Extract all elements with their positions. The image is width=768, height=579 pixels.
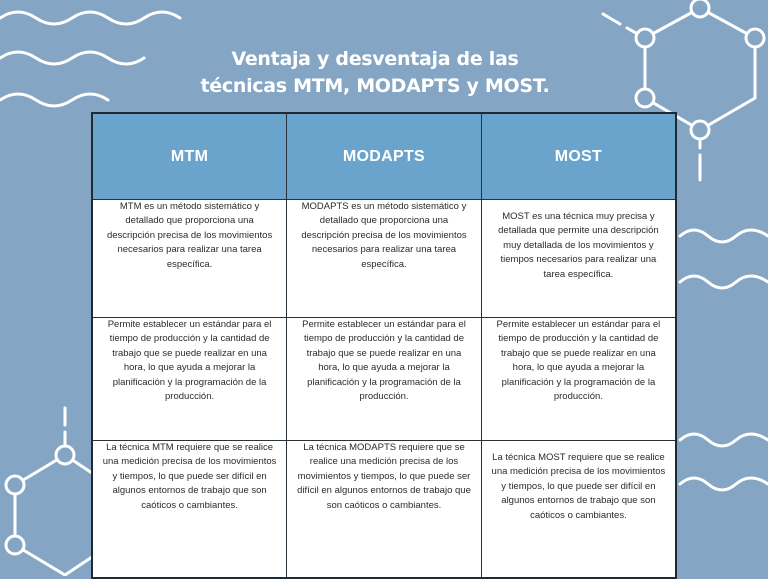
title-line-1: Ventaja y desventaja de las [231, 48, 519, 70]
table-cell: MODAPTS es un método sistemático y detallado que proporciona una descripción precisa de los movimientos necesarios para realizar una tarea específica. [287, 200, 482, 318]
header-most: MOST [481, 113, 676, 200]
table-cell: La técnica MODAPTS requiere que se realice una medición precisa de los movimientos y tiempos, lo que puede ser difícil en algunos entornos de trabajo que son caóticos o cambiantes. [287, 441, 482, 579]
wave-line [0, 52, 144, 64]
table-row [92, 200, 676, 318]
wave-line [680, 276, 768, 288]
wave-line [680, 434, 768, 446]
page-title [150, 46, 600, 100]
table-cell: Permite establecer un estándar para el tiempo de producción y la cantidad de trabajo que se puede realizar en una hora, lo que ayuda a mejorar la planificación y la programación de la producción. [287, 318, 482, 441]
table-cell: MTM es un método sistemático y detallado que proporciona una descripción precisa de los movimientos necesarios para realizar una tarea específica. [92, 200, 287, 318]
table-cell: Permite establecer un estándar para el tiempo de producción y la cantidad de trabajo que se puede realizar en una hora, lo que ayuda a mejorar la planificación y la programación de la producción. [481, 318, 676, 441]
comparison-table [91, 112, 677, 579]
header-mtm: MTM [92, 113, 287, 200]
wave-line [0, 94, 108, 106]
wave-line [680, 230, 768, 242]
table-cell: MOST es una técnica muy precisa y detallada que permite una descripción muy detallada de los movimientos y tiempos necesarios para realizar una tarea específica. [481, 200, 676, 318]
table-header-row [92, 113, 676, 200]
header-modapts: MODAPTS [287, 113, 482, 200]
title-line-2: técnicas MTM, MODAPTS y MOST. [200, 75, 550, 97]
table-row [92, 318, 676, 441]
table-cell: La técnica MTM requiere que se realice una medición precisa de los movimientos y tiempos, lo que puede ser difícil en algunos entornos de trabajo que son caóticos o cambiantes. [92, 441, 287, 579]
table-cell: La técnica MOST requiere que se realice una medición precisa de los movimientos y tiempos, lo que puede ser difícil en algunos entornos de trabajo que son caóticos o cambiantes. [481, 441, 676, 579]
table-cell: Permite establecer un estándar para el tiempo de producción y la cantidad de trabajo que se puede realizar en una hora, lo que ayuda a mejorar la planificación y la programación de la producción. [92, 318, 287, 441]
wave-line [0, 12, 180, 24]
wave-line [680, 478, 768, 490]
table-row [92, 441, 676, 579]
